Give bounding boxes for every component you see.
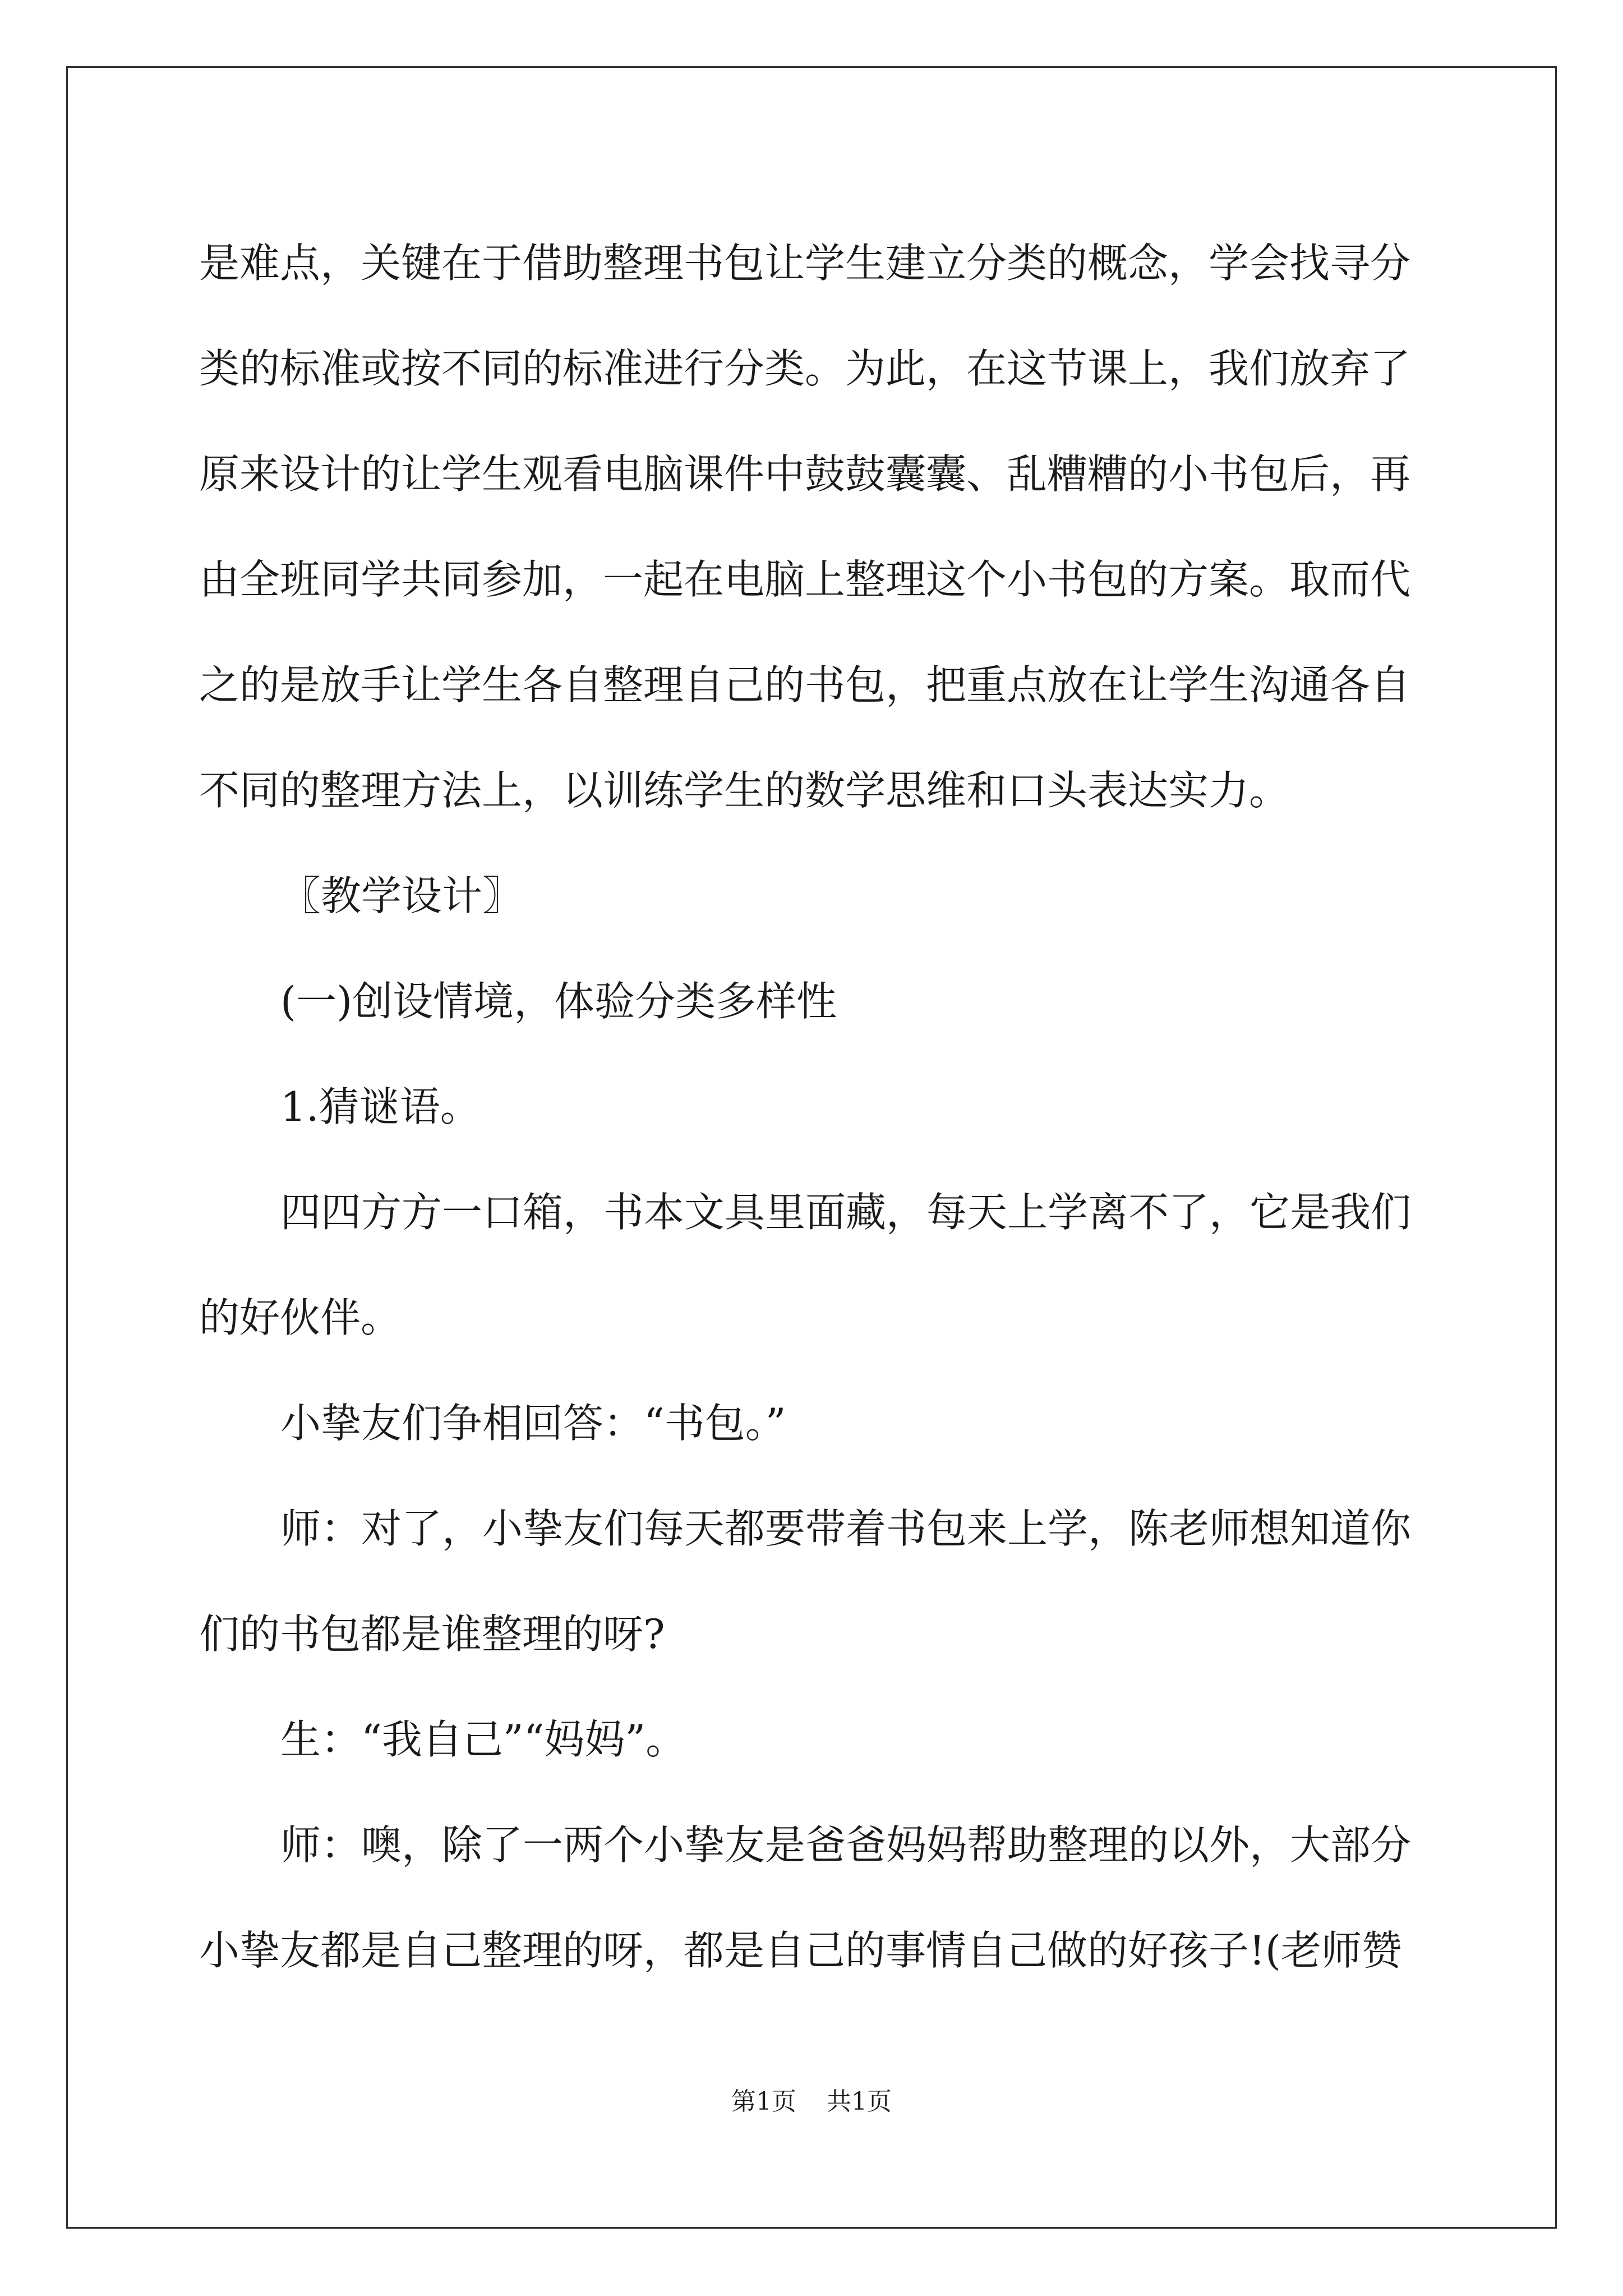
- text-line: 是难点，关键在于借助整理书包让学生建立分类的概念，学会找寻分: [199, 240, 1411, 287]
- text-line: 师：对了，小挚友们每天都要带着书包来上学，陈老师想知道你: [280, 1505, 1412, 1552]
- text-line: 由全班同学共同参加，一起在电脑上整理这个小书包的方案。取而代: [199, 556, 1411, 603]
- text-line: 们的书包都是谁整理的呀?: [199, 1611, 665, 1658]
- text-line: 原来设计的让学生观看电脑课件中鼓鼓囊囊、乱糟糟的小书包后，再: [199, 450, 1411, 498]
- text-line: 师：噢，除了一两个小挚友是爸爸妈妈帮助整理的以外，大部分: [280, 1821, 1412, 1869]
- page-number: 第1页: [731, 2087, 796, 2116]
- text-line: 类的标准或按不同的标准进行分类。为此，在这节课上，我们放弃了: [199, 345, 1411, 392]
- text-line: 不同的整理方法上，以训练学生的数学思维和口头表达实力。: [199, 767, 1290, 814]
- page-total: 共1页: [827, 2087, 892, 2116]
- document-body: [199, 210, 1427, 2003]
- section-heading: 〖教学设计〗: [280, 872, 523, 919]
- text-line: 之的是放手让学生各自整理自己的书包，把重点放在让学生沟通各自: [199, 661, 1411, 708]
- text-line: 四四方方一口箱，书本文具里面藏，每天上学离不了，它是我们: [280, 1189, 1412, 1236]
- step-heading: 1.猜谜语。: [280, 1083, 481, 1130]
- page-footer: [0, 2081, 1623, 2117]
- subsection-heading: (一)创设情境，体验分类多样性: [280, 978, 837, 1025]
- text-line: 小挚友都是自己整理的呀，都是自己的事情自己做的好孩子!(老师赞: [199, 1927, 1403, 1974]
- text-line: 生：“我自己”“妈妈”。: [280, 1716, 686, 1763]
- text-line: 小挚友们争相回答：“书包。”: [280, 1400, 786, 1447]
- text-line: 的好伙伴。: [199, 1294, 402, 1341]
